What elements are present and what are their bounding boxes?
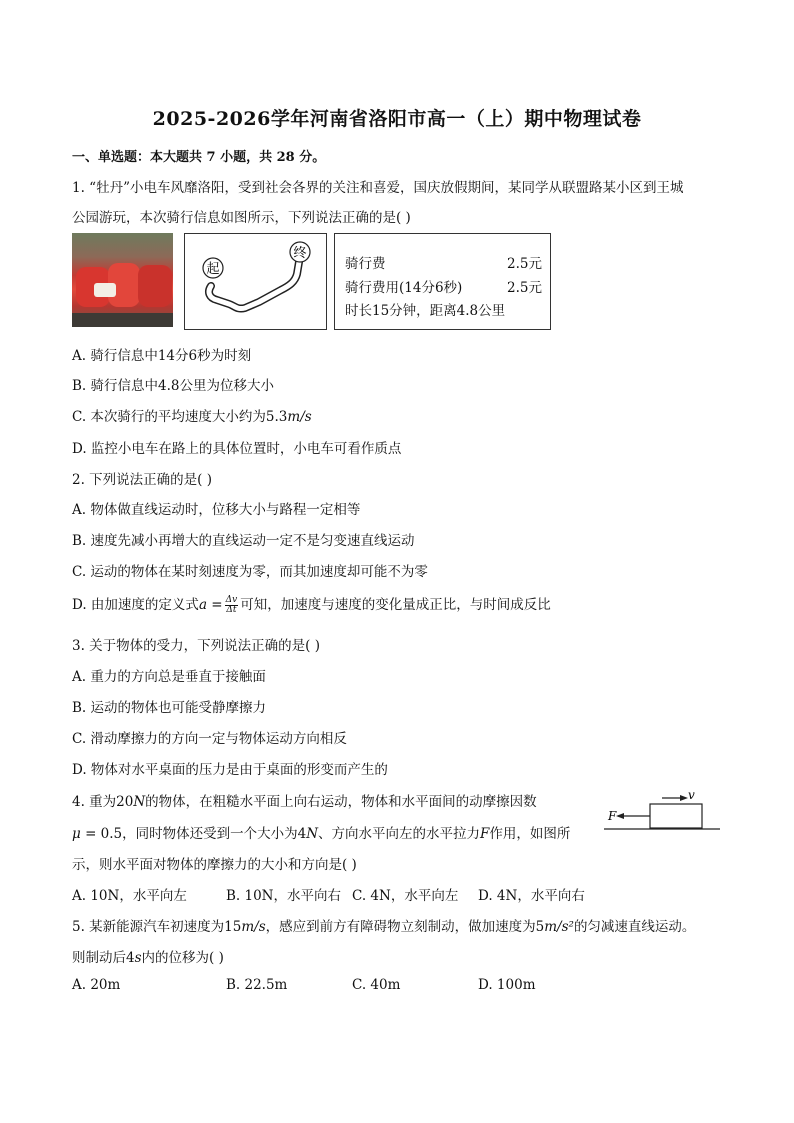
q4-line2-unit: N (306, 826, 319, 842)
q4-line2-val: = 0.5，同时物体还受到一个大小为4 (80, 826, 307, 842)
q4-line2-force: F (480, 826, 490, 842)
q3-stem: 3. 关于物体的受力，下列说法正确的是( ) (72, 638, 320, 654)
route-map (184, 233, 327, 330)
q1-option-c-unit: m/s (287, 409, 312, 425)
q2-option-a: A. 物体做直线运动时，位移大小与路程一定相等 (72, 502, 361, 518)
q1-stem-line2: 公园游玩，本次骑行信息如图所示，下列说法正确的是( ) (72, 210, 411, 226)
block (650, 804, 702, 828)
q4-option-c: C. 4N，水平向左 (352, 888, 459, 904)
q1-option-c-text: C. 本次骑行的平均速度大小约为5.3 (72, 409, 288, 425)
q5-unit-time: s (134, 950, 142, 966)
ride-info-panel (334, 233, 551, 330)
q4-stem-line1 (72, 790, 537, 810)
q5-stem-line1 (72, 915, 695, 935)
q3-option-d: D. 物体对水平桌面的压力是由于桌面的形变而产生的 (72, 762, 388, 778)
q5-option-d: D. 100m (478, 977, 536, 993)
q5-line2-pre: 则制动后4 (72, 950, 135, 966)
q3-option-a: A. 重力的方向总是垂直于接触面 (72, 669, 266, 685)
q2-option-c: C. 运动的物体在某时刻速度为零，而其加速度却可能不为零 (72, 564, 428, 580)
q2-option-d-post: 可知，加速度与速度的变化量成正比，与时间成反比 (240, 597, 551, 613)
info-summary: 时长15分钟，距离4.8公里 (345, 303, 506, 319)
q3-option-b: B. 运动的物体也可能受静摩擦力 (72, 700, 267, 716)
scooter-shape (138, 265, 172, 307)
info-fee-label: 骑行费 (345, 256, 386, 272)
info-cost-label: 骑行费用(14分6秒) (345, 280, 463, 296)
q1-option-b: B. 骑行信息中4.8公里为位移大小 (72, 378, 274, 394)
section-heading: 一、单选题：本大题共 7 小题，共 28 分。 (72, 150, 326, 165)
q4-line1-unit: N (133, 794, 146, 810)
route-start-label: 起 (206, 262, 220, 277)
q5-option-c: C. 40m (352, 977, 401, 993)
q5-line1-mid: ，感应到前方有障碍物立刻制动，做加速度为5 (265, 919, 545, 935)
q5-stem-line2 (72, 946, 224, 966)
q5-line2-post: 内的位移为( ) (141, 950, 224, 966)
q2-fraction-num: Δv (225, 595, 238, 605)
scooter-panel (94, 283, 116, 297)
q2-var-a: a (198, 597, 207, 613)
q2-equals: = (207, 597, 223, 613)
velocity-arrow-icon (680, 795, 688, 801)
q1-option-c (72, 405, 312, 425)
q1-stem-line1: 1. “牡丹”小电车风靡洛阳，受到社会各界的关注和喜爱，国庆放假期间，某同学从联盟路某小区到王城 (72, 180, 684, 196)
q4-line1-post: 的物体，在粗糙水平面上向右运动，物体和水平面间的动摩擦因数 (145, 794, 537, 810)
q4-stem-line3: 示，则水平面对物体的摩擦力的大小和方向是( ) (72, 857, 357, 873)
info-cost-value: 2.5元 (507, 280, 542, 296)
q2-fraction (225, 596, 239, 615)
velocity-label: v (688, 788, 695, 802)
scooter-photo (72, 233, 173, 327)
q4-stem-line2 (72, 822, 570, 842)
route-diagram (185, 234, 326, 329)
q5-option-a: A. 20m (72, 977, 121, 993)
q1-option-a: A. 骑行信息中14分6秒为时刻 (72, 348, 252, 364)
q1-option-d: D. 监控小电车在路上的具体位置时，小电车可看作质点 (72, 441, 402, 457)
info-fee-value: 2.5元 (507, 256, 542, 272)
force-label: F (608, 809, 617, 823)
force-diagram (604, 786, 724, 834)
ground (72, 313, 173, 327)
q2-option-d-pre: D. 由加速度的定义式 (72, 597, 199, 613)
q4-option-a: A. 10N，水平向左 (72, 888, 187, 904)
q4-line2-post: 作用，如图所 (489, 826, 571, 842)
q4-option-d: D. 4N，水平向右 (478, 888, 585, 904)
q4-mu: μ (72, 826, 81, 842)
q2-fraction-den: Δt (226, 605, 237, 615)
q4-line2-mid: 、方向水平向左的水平拉力 (318, 826, 481, 842)
q5-option-b: B. 22.5m (226, 977, 288, 993)
q2-stem: 2. 下列说法正确的是( ) (72, 472, 212, 488)
q5-unit-speed: m/s (241, 919, 266, 935)
q5-line1-post: 的匀减速直线运动。 (573, 919, 696, 935)
q4-option-b: B. 10N，水平向右 (226, 888, 341, 904)
q2-option-d (72, 593, 551, 615)
q2-option-b: B. 速度先减小再增大的直线运动一定不是匀变速直线运动 (72, 533, 415, 549)
force-arrow-icon (616, 813, 624, 819)
q5-line1-pre: 5. 某新能源汽车初速度为15 (72, 919, 242, 935)
q5-unit-accel: m/s² (544, 919, 574, 935)
q4-line1-pre: 4. 重为20 (72, 794, 134, 810)
q3-option-c: C. 滑动摩擦力的方向一定与物体运动方向相反 (72, 731, 347, 747)
page-title: 2025-2026学年河南省洛阳市高一（上）期中物理试卷 (152, 108, 642, 130)
route-end-label: 终 (293, 246, 307, 261)
